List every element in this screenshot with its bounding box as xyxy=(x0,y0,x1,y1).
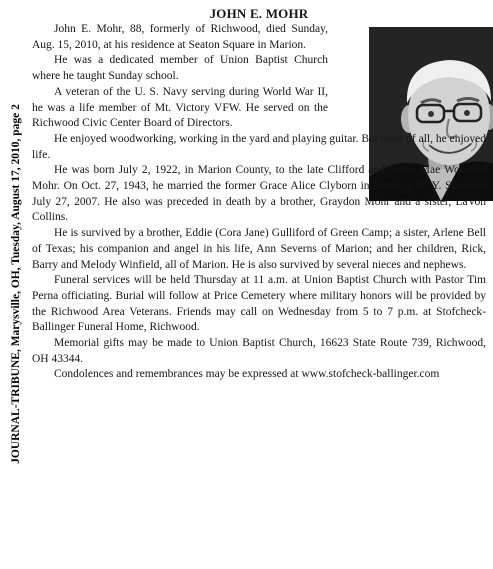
obituary-column xyxy=(32,0,486,569)
obituary-title: JOHN E. MOHR xyxy=(209,6,309,21)
citation-text: JOURNAL-TRIBUNE, Marysville, OH, Tuesday, August 17, 2010, page 2 xyxy=(10,104,22,464)
obituary-paragraph: He enjoyed woodworking, working in the yard and playing guitar. But most of all, he enjoyed life. xyxy=(32,132,486,161)
obituary-paragraph: He is survived by a brother, Eddie (Cora Jane) Gulliford of Green Camp; a sister, Arlene Bell of Texas; his companion and angel in his life, Ann Severns of Marion; and her children, Rick, Barry and Melody Winfield, all of Marion. He is also survived by several nieces and nephews. xyxy=(32,227,486,271)
obituary-paragraph: John E. Mohr, 88, formerly of Richwood, died Sunday, Aug. 15, 2010, at his residence at Seaton Square in Marion. xyxy=(32,23,328,51)
obituary-paragraph: Condolences and remembrances may be expressed at www.stofcheck-ballinger.com xyxy=(54,368,440,381)
newspaper-citation xyxy=(2,4,30,564)
obituary-paragraph: He was born July 2, 1922, in Marion County, to the late Clifford and Verna Mae Woodard Mohr. On Oct. 27, 1943, he married the former Grace Alice Clyborn in Jamaica, N. Y. She died July 27, 2007. He also was preceded in death by a brother, Graydon Mohr and a sister, LaVon Collins. xyxy=(32,164,486,224)
obituary-paragraph: A veteran of the U. S. Navy serving during World War II, he was a life member of Mt. Victory VFW. He served on the Richwood Civic Center Board of Directors. xyxy=(32,85,328,130)
obituary-paragraph: Memorial gifts may be made to Union Baptist Church, 16623 State Route 739, Richwood, OH 43344. xyxy=(32,337,486,365)
obituary-body xyxy=(32,22,486,383)
obituary-paragraph: Funeral services will be held Thursday at 11 a.m. at Union Baptist Church with Pastor Tim Perna officiating. Burial will follow at Price Cemetery where military honors will be provided by the Richwood Area Veterans. Friends may call on Wednesday from 5 to 7 p.m. at Stofcheck-Ballinger Funeral Home, Richwood. xyxy=(32,274,486,334)
obituary-paragraph: He was a dedicated member of Union Baptist Church where he taught Sunday school. xyxy=(32,54,328,83)
